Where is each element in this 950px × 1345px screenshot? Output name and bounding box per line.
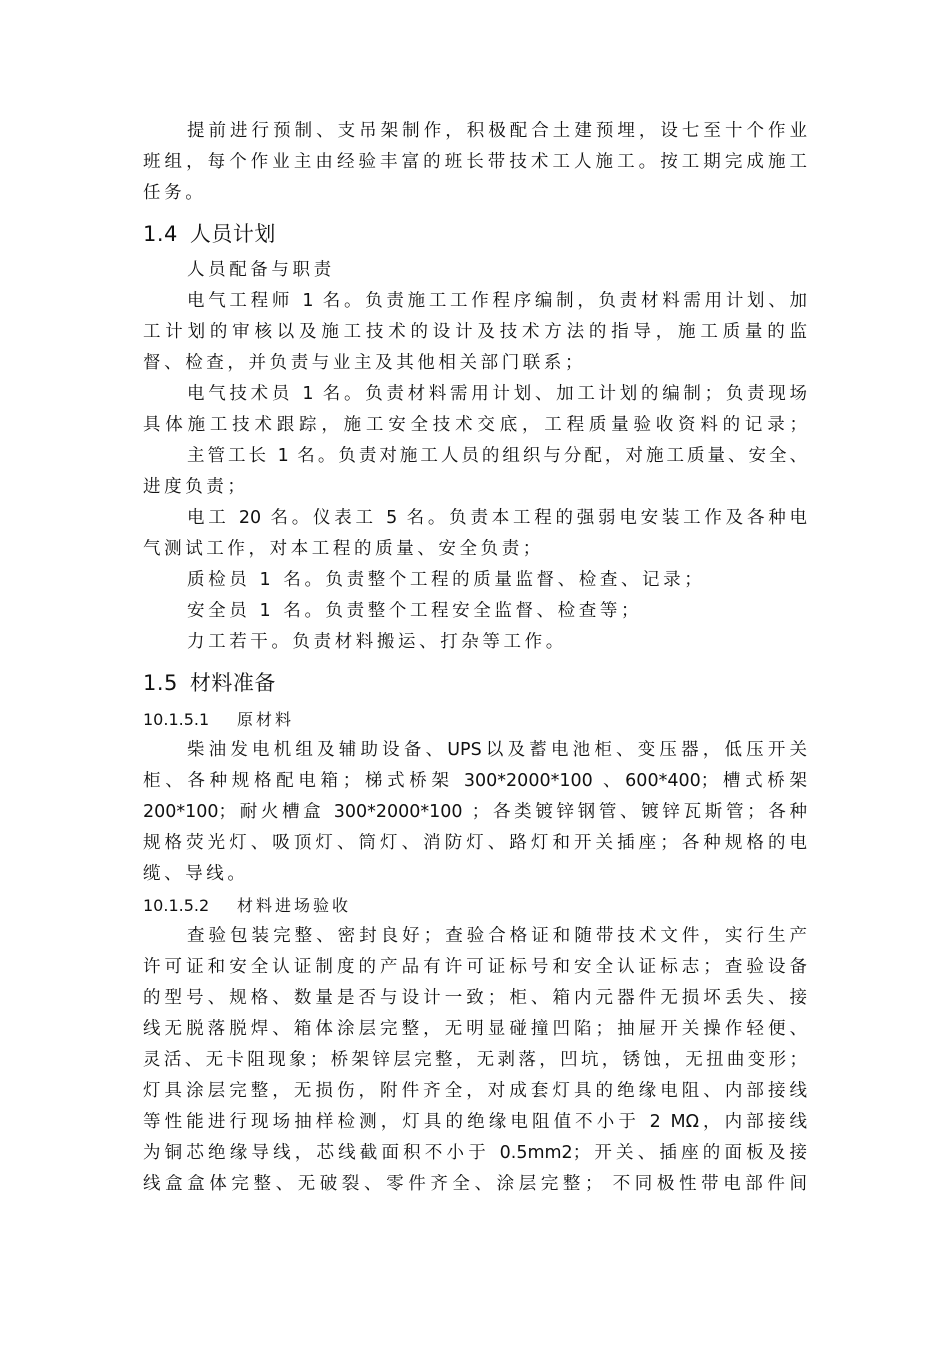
paragraph-line: 柜、各种规格配电箱；梯式桥架 300*2000*100 、600*400；槽式桥架 [143,771,807,791]
paragraph-line: 线盒盒体完整、无破裂、零件齐全、涂层完整； 不同极性带电部件间 [143,1174,807,1194]
section-subtitle: 人员配备与职责 [187,260,335,280]
paragraph-line: 电气技术员 1 名。负责材料需用计划、加工计划的编制；负责现场 [187,384,807,404]
paragraph-line: 缆、导线。 [143,864,249,884]
paragraph-line: 200*100；耐火槽盒 300*2000*100 ；各类镀锌钢管、镀锌瓦斯管；各种 [143,802,807,822]
section-title: 人员计划 [189,222,276,246]
paragraph-line: 查验包装完整、密封良好；查验合格证和随带技术文件，实行生产 [187,926,807,946]
paragraph-line: 质检员 1 名。负责整个工程的质量监督、检查、记录； [187,570,706,590]
paragraph-line: 电工 20 名。仪表工 5 名。负责本工程的强弱电安装工作及各种电 [187,508,807,528]
subsection-heading-10-1-5-1 [143,704,807,735]
paragraph-line: 柴油发电机组及辅助设备、UPS以及蓄电池柜、变压器，低压开关 [187,740,807,760]
document-page [143,116,807,1200]
intro-line: 班组，每个作业主由经验丰富的班长带技术工人施工。按工期完成施工 [143,152,807,172]
subsection-heading-10-1-5-2 [143,890,807,921]
paragraph-line: 具体施工技术跟踪，施工安全技术交底，工程质量验收资料的记录； [143,415,807,435]
subsection-number: 10.1.5.1 [143,710,210,729]
intro-line: 提前进行预制、支吊架制作，积极配合土建预埋，设七至十个作业 [187,121,807,141]
paragraph-line: 进度负责； [143,477,249,497]
paragraph-line: 为铜芯绝缘导线，芯线截面积不小于 0.5mm2；开关、插座的面板及接 [143,1143,807,1163]
paragraph-line: 线无脱落脱焊、箱体涂层完整，无明显碰撞凹陷；抽屉开关操作轻便、 [143,1019,807,1039]
section-number: 1.4 [143,222,178,246]
subsection-title: 原材料 [237,710,295,729]
paragraph-line: 气测试工作，对本工程的质量、安全负责； [143,539,544,559]
paragraph-line: 等性能进行现场抽样检测，灯具的绝缘电阻值不小于 2 MΩ，内部接线 [143,1112,807,1132]
paragraph-line: 工计划的审核以及施工技术的设计及技术方法的指导，施工质量的监 [143,322,807,342]
section-title: 材料准备 [189,671,276,695]
section-heading-1-4 [143,219,807,249]
paragraph-line: 规格荧光灯、吸顶灯、筒灯、消防灯、路灯和开关插座；各种规格的电 [143,833,807,853]
paragraph-line: 安全员 1 名。负责整个工程安全监督、检查等； [187,601,643,621]
paragraph-line: 灯具涂层完整，无损伤，附件齐全，对成套灯具的绝缘电阻、内部接线 [143,1081,807,1101]
paragraph-line: 主管工长 1 名。负责对施工人员的组织与分配，对施工质量、安全、 [187,446,807,466]
paragraph-line: 力工若干。负责材料搬运、打杂等工作。 [187,632,567,652]
subsection-number: 10.1.5.2 [143,896,210,915]
paragraph-line: 许可证和安全认证制度的产品有许可证标号和安全认证标志；查验设备 [143,957,807,977]
intro-line: 任务。 [143,183,207,203]
paragraph-line: 的型号、规格、数量是否与设计一致；柜、箱内元器件无损坏丢失、接 [143,988,807,1008]
section-heading-1-5 [143,668,807,698]
paragraph-line: 督、检查，并负责与业主及其他相关部门联系； [143,353,587,373]
paragraph-line: 灵活、无卡阻现象；桥架锌层完整，无剥落，凹坑，锈蚀，无扭曲变形； [143,1050,807,1070]
paragraph-line: 电气工程师 1 名。负责施工工作程序编制，负责材料需用计划、加 [187,291,807,311]
section-number: 1.5 [143,671,178,695]
subsection-title: 材料进场验收 [237,896,352,915]
